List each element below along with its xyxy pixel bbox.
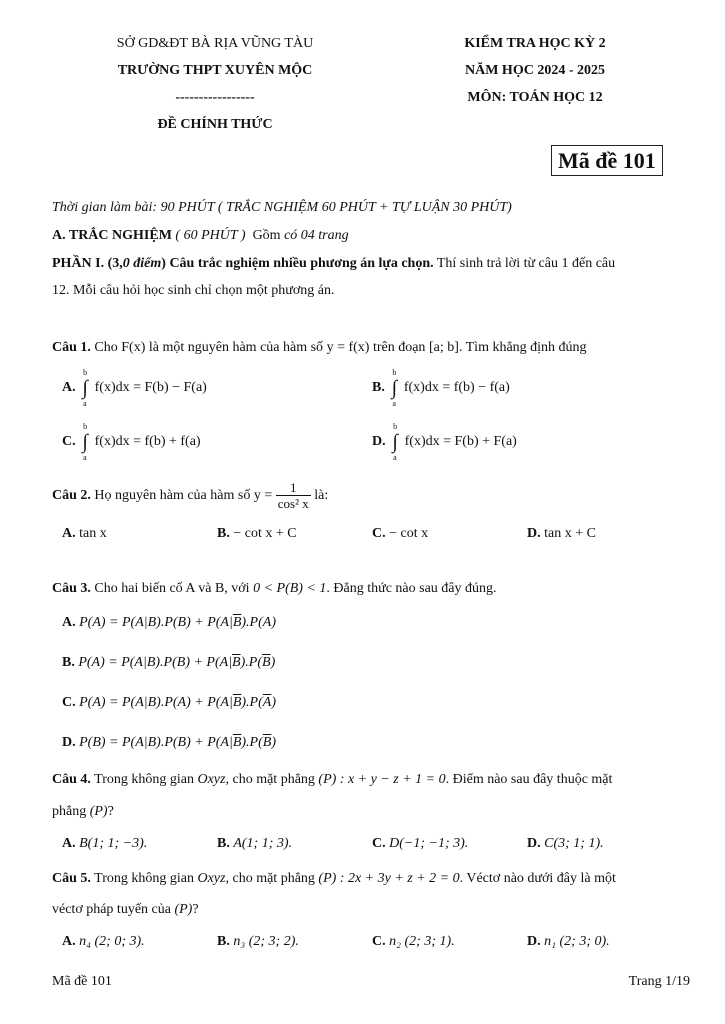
page-number: Trang 1/19 [628, 974, 690, 989]
integral-icon: b ∫ a [82, 368, 88, 408]
q1-option-b[interactable]: B. b ∫ a f(x)dx = f(b) − f(a) [372, 368, 510, 408]
q2-option-b[interactable]: B. − cot x + C [217, 526, 297, 541]
q1-option-a[interactable]: A. b ∫ a f(x)dx = F(b) − F(a) [62, 368, 207, 408]
question-2: Câu 2. Họ nguyên hàm của hàm số y = $\frac{1}{\text{cos² x}}$ là: [52, 480, 329, 512]
question-4-line2: phẳng (P)? [52, 804, 114, 819]
q3-option-c[interactable]: C. $P(A) = P(A|B).P(A) + P(A|\overline{B}).P(\overline{A})$ [62, 695, 277, 710]
q2-option-c[interactable]: C. − cot x [372, 526, 429, 541]
question-4: Câu 4. Trong không gian Oxyz, cho mặt phẳng (P) : x + y − z + 1 = 0. Điểm nào sau đây thuộc mặt [52, 772, 613, 787]
q3-option-b[interactable]: B. $P(A) = P(A|B).P(B) + P(A|\overline{B}).P(\overline{B})$ [62, 655, 276, 670]
footer-exam-code: Mã đề 101 [52, 974, 112, 989]
q3-option-a[interactable]: A. $P(A) = P(A|B).P(B) + P(A|\overline{B}).P(A)$ [62, 615, 276, 630]
q5-option-c[interactable]: C. n₂ (2; 3; 1). [372, 934, 455, 949]
q1-option-d[interactable]: D. b ∫ a f(x)dx = F(b) + F(a) [372, 422, 517, 462]
question-5-line2: véctơ pháp tuyến của (P)? [52, 902, 199, 917]
question-5: Câu 5. Trong không gian Oxyz, cho mặt phẳng (P) : 2x + 3y + z + 2 = 0. Véctơ nào dưới đây là một [52, 871, 616, 886]
q1-option-c[interactable]: C. b ∫ a f(x)dx = f(b) + f(a) [62, 422, 201, 462]
exam-title: KIỂM TRA HỌC KỲ 2 [464, 36, 606, 51]
q4-option-c[interactable]: C. D(−1; −1; 3). [372, 836, 469, 851]
subject: MÔN: TOÁN HỌC 12 [467, 90, 603, 105]
integral-icon: b ∫ a [392, 422, 398, 462]
q4-option-d[interactable]: D. C(3; 1; 1). [527, 836, 604, 851]
q3-option-d[interactable]: D. $P(B) = P(A|B).P(B) + P(A|\overline{B}).P(\overline{B})$ [62, 735, 277, 750]
department-name: SỞ GD&ĐT BÀ RỊA VŨNG TÀU [116, 36, 314, 51]
integral-icon: b ∫ a [391, 368, 398, 408]
time-allowed: Thời gian làm bài: 90 PHÚT ( TRẮC NGHIỆM 60 PHÚT + TỰ LUẬN 30 PHÚT) [52, 200, 512, 215]
school-year: NĂM HỌC 2024 - 2025 [465, 63, 605, 78]
q4-option-a[interactable]: A. B(1; 1; −3). [62, 836, 148, 851]
official-label: ĐỀ CHÍNH THỨC [157, 117, 273, 132]
question-3: Câu 3. Cho hai biến cố A và B, với 0 < P(B) < 1. Đẳng thức nào sau đây đúng. [52, 581, 497, 596]
q2-option-d[interactable]: D. tan x + C [527, 526, 596, 541]
fraction: $\frac{1}{\text{cos² x}}$ [277, 480, 309, 512]
q2-option-a[interactable]: A. tan x [62, 526, 107, 541]
q5-option-a[interactable]: A. n₄ (2; 0; 3). [62, 934, 145, 949]
header-divider: ----------------- [175, 90, 255, 105]
q4-option-b[interactable]: B. A(1; 1; 3). [217, 836, 293, 851]
q5-option-d[interactable]: D. n₁ (2; 3; 0). [527, 934, 610, 949]
exam-code-box: Mã đề 101 [551, 145, 663, 176]
q5-option-b[interactable]: B. n₃ (2; 3; 2). [217, 934, 299, 949]
school-name: TRƯỜNG THPT XUYÊN MỘC [117, 63, 313, 78]
question-1: Câu 1. Cho F(x) là một nguyên hàm của hàm số y = f(x) trên đoạn [a; b]. Tìm khẳng định đúng [52, 340, 587, 355]
part1-desc: 12. Mỗi câu hỏi học sinh chỉ chọn một phương án. [52, 283, 335, 298]
part1-heading: PHẦN I. (3,0 điểm) Câu trắc nghiệm nhiều phương án lựa chọn. Thí sinh trả lời từ câu 1 đến câu [52, 256, 616, 271]
section-a-heading: A. TRẮC NGHIỆM ( 60 PHÚT ) Gồm có 04 trang [52, 228, 349, 243]
integral-icon: b ∫ a [82, 422, 88, 462]
